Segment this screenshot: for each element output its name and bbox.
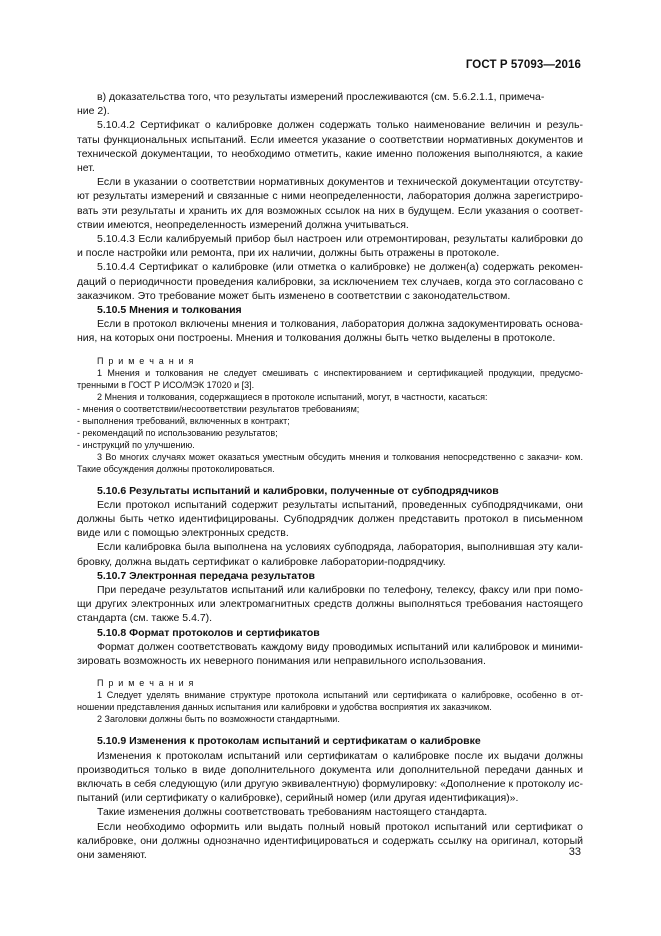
- paragraph-continuation: ние 2).: [77, 105, 110, 118]
- paragraph-5-10-4-3: 5.10.4.3 Если калибруемый прибор был настроен или отремонтирован, результаты калибровки до и после настройки или ремонта, при их наличии, должны быть отражены в протоколе.: [77, 233, 583, 260]
- paragraph: Изменения к протоколам испытаний или сертификатам о калибровке после их выдачи должны производиться только в виде дополнительного документа или дополнительной передачи данных и включать в себя следующую (или другую эквивалентную) формулировку: «Дополнение к протоколу ис- пытаний (или сертификату о калибровке), серийный номер (или другая идентификация)».: [77, 749, 583, 805]
- bullet-item: - мнения о соответствии/несоответствии результатов требованиям;: [77, 403, 360, 414]
- note-3: 3 Во многих случаях может оказаться уместным обсудить мнения и толкования непосредственно с заказчи- ком. Такие обсуждения должны протоколироваться.: [77, 451, 583, 474]
- bullet-item: - рекомендаций по использованию результатов;: [77, 427, 278, 438]
- section-heading-5-10-8: 5.10.8 Формат протоколов и сертификатов: [97, 626, 320, 639]
- paragraph: в) доказательства того, что результаты измерений прослеживаются (см. 5.6.2.1.1, примеча-: [97, 91, 545, 103]
- notes-title: П р и м е ч а н и я: [97, 678, 195, 689]
- section-heading-5-10-5: 5.10.5 Мнения и толкования: [97, 304, 242, 317]
- note-1: 1 Следует уделять внимание структуре протокола испытаний или сертификата о калибровке, особенно в от- ношении представления данных испытания или калибровки и удобства восприятия их заказчиком.: [77, 690, 583, 713]
- section-heading-5-10-6: 5.10.6 Результаты испытаний и калибровки, полученные от субподрядчиков: [97, 484, 499, 497]
- paragraph: Такие изменения должны соответствовать требованиям настоящего стандарта.: [97, 806, 488, 819]
- standard-code: ГОСТ Р 57093—2016: [465, 59, 581, 71]
- paragraph-5-10-4-2: 5.10.4.2 Сертификат о калибровке должен содержать только наименование величин и резуль- таты функциональных испытаний. Если имеется указание о соответствии нормативных документов и технической документации, то необходимо отметить, какие именно положения выполняются, а какие нет.: [77, 119, 583, 175]
- note-2: 2 Заголовки должны быть по возможности стандартными.: [97, 714, 340, 725]
- page-number: 33: [568, 846, 581, 858]
- page-content: [77, 90, 583, 862]
- note-2: 2 Мнения и толкования, содержащиеся в протоколе испытаний, могут, в частности, касаться:: [97, 391, 488, 402]
- note-1: 1 Мнения и толкования не следует смешивать с инспектированием и сертификацией продукции, предусмо- тренными в ГОСТ Р ИСО/МЭК 17020 и [3].: [77, 367, 583, 390]
- bullet-item: - инструкций по улучшению.: [77, 439, 195, 450]
- paragraph: Если калибровка была выполнена на условиях субподряда, лаборатория, выполнившая эту кали- бровку, должна выдать сертификат о калибровке лаборатории-подрядчику.: [77, 541, 583, 568]
- paragraph: Формат должен соответствовать каждому виду проводимых испытаний или калибровок и миними- зировать возможность их неверного понимания или неправильного использования.: [77, 640, 583, 668]
- paragraph: Если в протокол включены мнения и толкования, лаборатория должна задокументировать основа- ния, на которых они построены. Мнения и толкования должны быть четко выделены в протоколе.: [77, 318, 583, 345]
- bullet-item: - выполнения требований, включенных в контракт;: [77, 415, 290, 426]
- section-heading-5-10-9: 5.10.9 Изменения к протоколам испытаний и сертификатам о калибровке: [97, 735, 481, 748]
- section-heading-5-10-7: 5.10.7 Электронная передача результатов: [97, 569, 315, 582]
- paragraph: При передаче результатов испытаний или калибровки по телефону, телексу, факсу или при помо- щи других электронных или электромагнитных средств должны выполняться требования настоящего стандарта (см. также 5.4.7).: [77, 584, 583, 625]
- paragraph: Если протокол испытаний содержит результаты испытаний, проведенных субподрядчиками, они должны быть четко идентифицированы. Субподрядчик должен представить протокол в письменном виде или с помощью электронных средств.: [77, 498, 583, 540]
- paragraph: Если необходимо оформить или выдать полный новый протокол испытаний или сертификат о калибровке, они должны однозначно идентифицироваться и содержать ссылку на оригинал, который они заменяют.: [77, 820, 583, 861]
- notes-title: П р и м е ч а н и я: [97, 355, 195, 366]
- paragraph: Если в указании о соответствии нормативных документов и технической документации отсутству- ют результаты измерений и связанные с ними неопределенности, лаборатория должна зарегистриро- вать эти результаты и хранить их для возможных ссылок на них в будущем. Если указания о соответ- ствии имеются, неопределенность измерений должна учитываться.: [77, 176, 583, 231]
- paragraph-5-10-4-4: 5.10.4.4 Сертификат о калибровке (или отметка о калибровке) не должен(а) содержать рекомен- даций о периодичности проведения калибровки, за исключением тех случаев, когда это согласовано с заказчиком. Это требование может быть изменено в соответствии с законодательством.: [77, 261, 583, 302]
